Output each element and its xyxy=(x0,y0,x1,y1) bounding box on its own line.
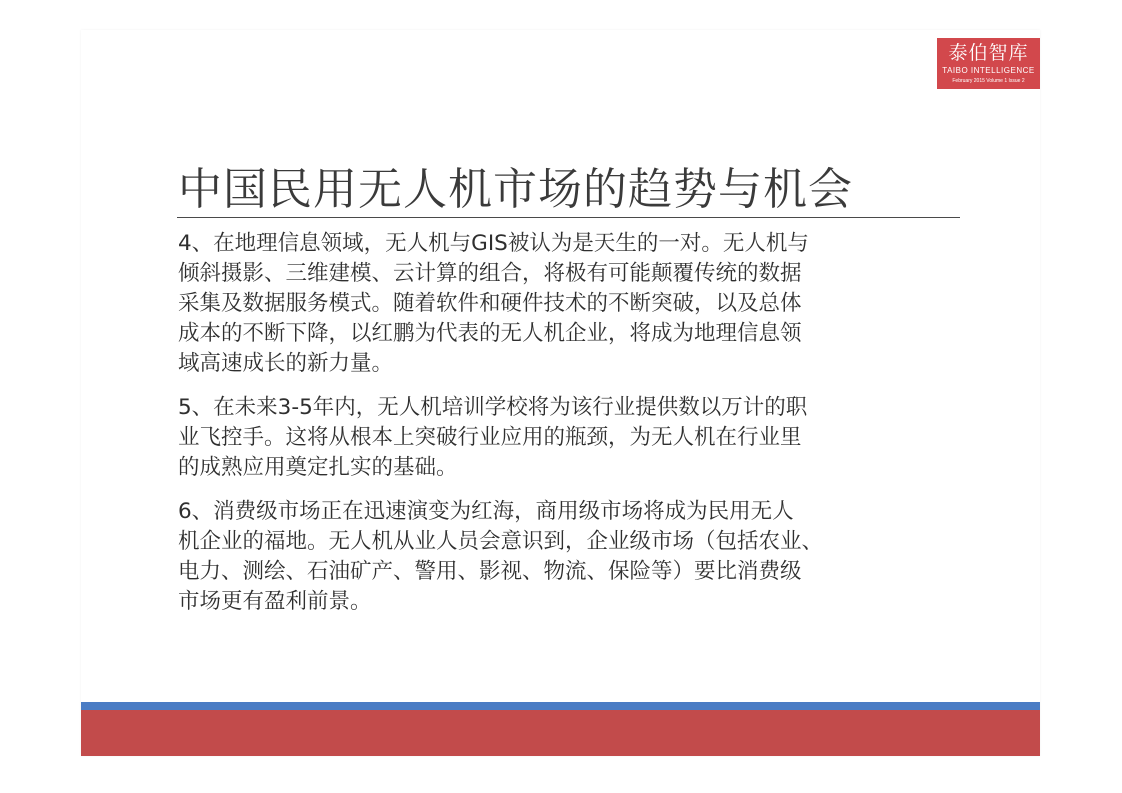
taibo-logo xyxy=(937,38,1040,89)
paragraph-line: 5、在未来3-5年内，无人机培训学校将为该行业提供数以万计的职 xyxy=(178,395,808,420)
paragraph-line: 倾斜摄影、三维建模、云计算的组合，将极有可能颠覆传统的数据 xyxy=(178,261,802,286)
slide xyxy=(81,30,1040,756)
logo-english-text: TAIBO INTELLIGENCE xyxy=(942,66,1035,75)
paragraph-line: 域高速成长的新力量。 xyxy=(178,351,394,376)
footer-band-red xyxy=(81,710,1040,756)
paragraph-6 xyxy=(178,497,968,617)
paragraph-5 xyxy=(178,393,968,483)
paragraph-line: 成本的不断下降，以红鹏为代表的无人机企业，将成为地理信息领 xyxy=(178,321,802,346)
paragraph-line: 4、在地理信息领域，无人机与GIS被认为是天生的一对。无人机与 xyxy=(178,231,809,256)
logo-issue-text: February 2015 Volume 1 Issue 2 xyxy=(952,78,1025,84)
paragraph-line: 市场更有盈利前景。 xyxy=(178,589,372,614)
paragraph-line: 采集及数据服务模式。随着软件和硬件技术的不断突破，以及总体 xyxy=(178,291,802,316)
paragraph-4 xyxy=(178,229,968,379)
page-title: 中国民用无人机市场的趋势与机会 xyxy=(178,164,853,215)
body-text xyxy=(178,229,968,631)
paragraph-line: 机企业的福地。无人机从业人员会意识到，企业级市场（包括农业、 xyxy=(178,529,824,554)
logo-main-text: 泰伯智库 xyxy=(948,42,1029,64)
paragraph-line: 业飞控手。这将从根本上突破行业应用的瓶颈，为无人机在行业里 xyxy=(178,425,802,450)
paragraph-line: 6、消费级市场正在迅速演变为红海，商用级市场将成为民用无人 xyxy=(178,499,794,524)
paragraph-line: 的成熟应用奠定扎实的基础。 xyxy=(178,455,458,480)
paragraph-line: 电力、测绘、石油矿产、警用、影视、物流、保险等）要比消费级 xyxy=(178,559,802,584)
title-divider xyxy=(177,217,960,218)
footer-band-blue xyxy=(81,702,1040,710)
